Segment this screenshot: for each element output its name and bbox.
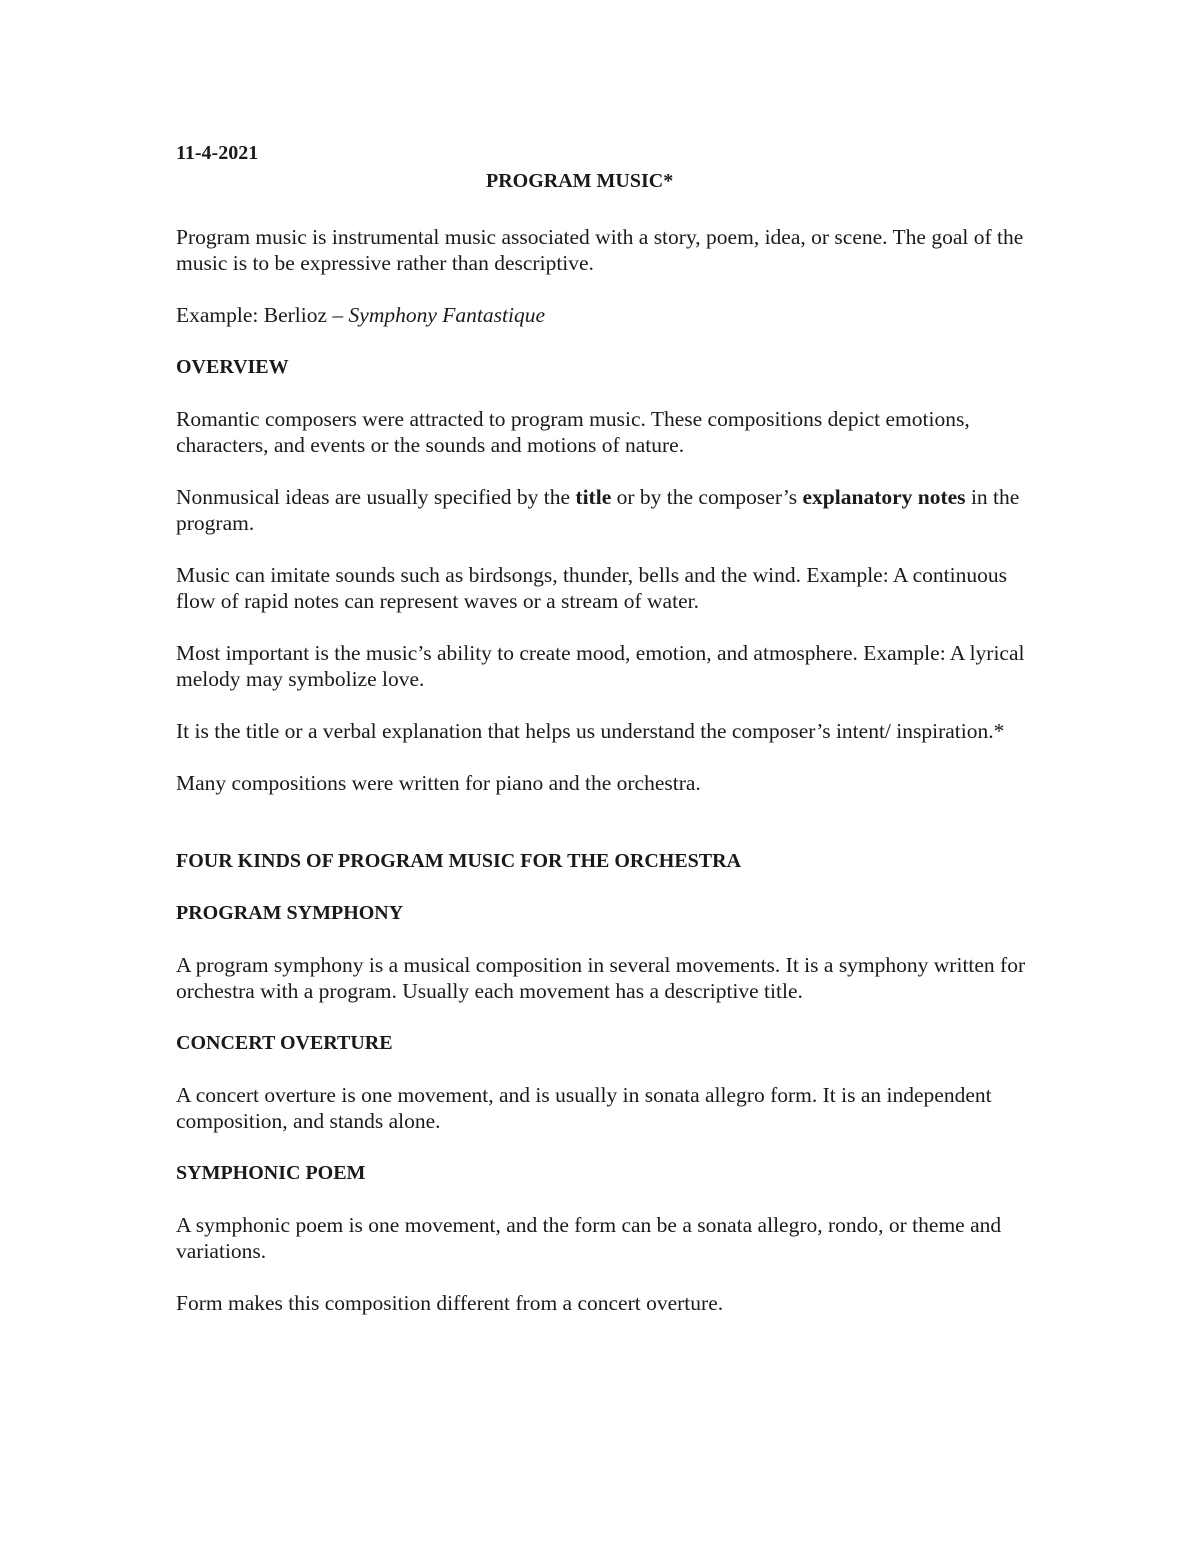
intro-paragraph: Program music is instrumental music associated with a story, poem, idea, or scene. The goal of the music is to be expressive rather than descriptive. [176,225,1024,275]
program-symphony-text: A program symphony is a musical composition in several movements. It is a symphony written for orchestra with a program. Usually each movement has a descriptive title. [176,953,1026,1003]
overview-p2-text-a: Nonmusical ideas are usually specified by the [176,485,576,509]
example-work-title: Symphony Fantastique [348,303,545,327]
overview-p2-text-c: or by the composer’s [611,485,803,509]
kinds-heading: FOUR KINDS OF PROGRAM MUSIC FOR THE ORCHESTRA [176,850,742,872]
document-page [176,138,1036,1342]
symphonic-poem-text: A symphonic poem is one movement, and the form can be a sonata allegro, rondo, or theme and variations. [176,1213,1002,1263]
overview-p2-bold-title: title [575,485,612,509]
document-date: 11-4-2021 [176,142,259,164]
overview-paragraph-2 [176,484,1036,536]
document-title: PROGRAM MUSIC* [486,170,674,192]
example-prefix: Example: Berlioz – [176,303,349,327]
program-symphony-heading: PROGRAM SYMPHONY [176,902,404,924]
overview-paragraph-1: Romantic composers were attracted to program music. These compositions depict emotions, characters, and events or the sounds and motions of nature. [176,407,970,457]
symphonic-poem-note: Form makes this composition different from a concert overture. [176,1291,724,1315]
overview-paragraph-6: Many compositions were written for piano and the orchestra. [176,771,701,795]
example-paragraph [176,302,1036,328]
concert-overture-heading: CONCERT OVERTURE [176,1032,393,1054]
symphonic-poem-heading: SYMPHONIC POEM [176,1162,366,1184]
overview-heading: OVERVIEW [176,356,289,378]
overview-p2-text-e: in the program. [176,485,1020,535]
overview-paragraph-5: It is the title or a verbal explanation that helps us understand the composer’s intent/ inspiration.* [176,719,1005,743]
overview-paragraph-4: Most important is the music’s ability to create mood, emotion, and atmosphere. Example: A lyrical melody may symbolize love. [176,641,1025,691]
overview-paragraph-3: Music can imitate sounds such as birdsongs, thunder, bells and the wind. Example: A continuous flow of rapid notes can represent waves or a stream of water. [176,563,1007,613]
concert-overture-text: A concert overture is one movement, and is usually in sonata allegro form. It is an independent composition, and stands alone. [176,1083,992,1133]
overview-p2-bold-notes: explanatory notes [802,485,966,509]
